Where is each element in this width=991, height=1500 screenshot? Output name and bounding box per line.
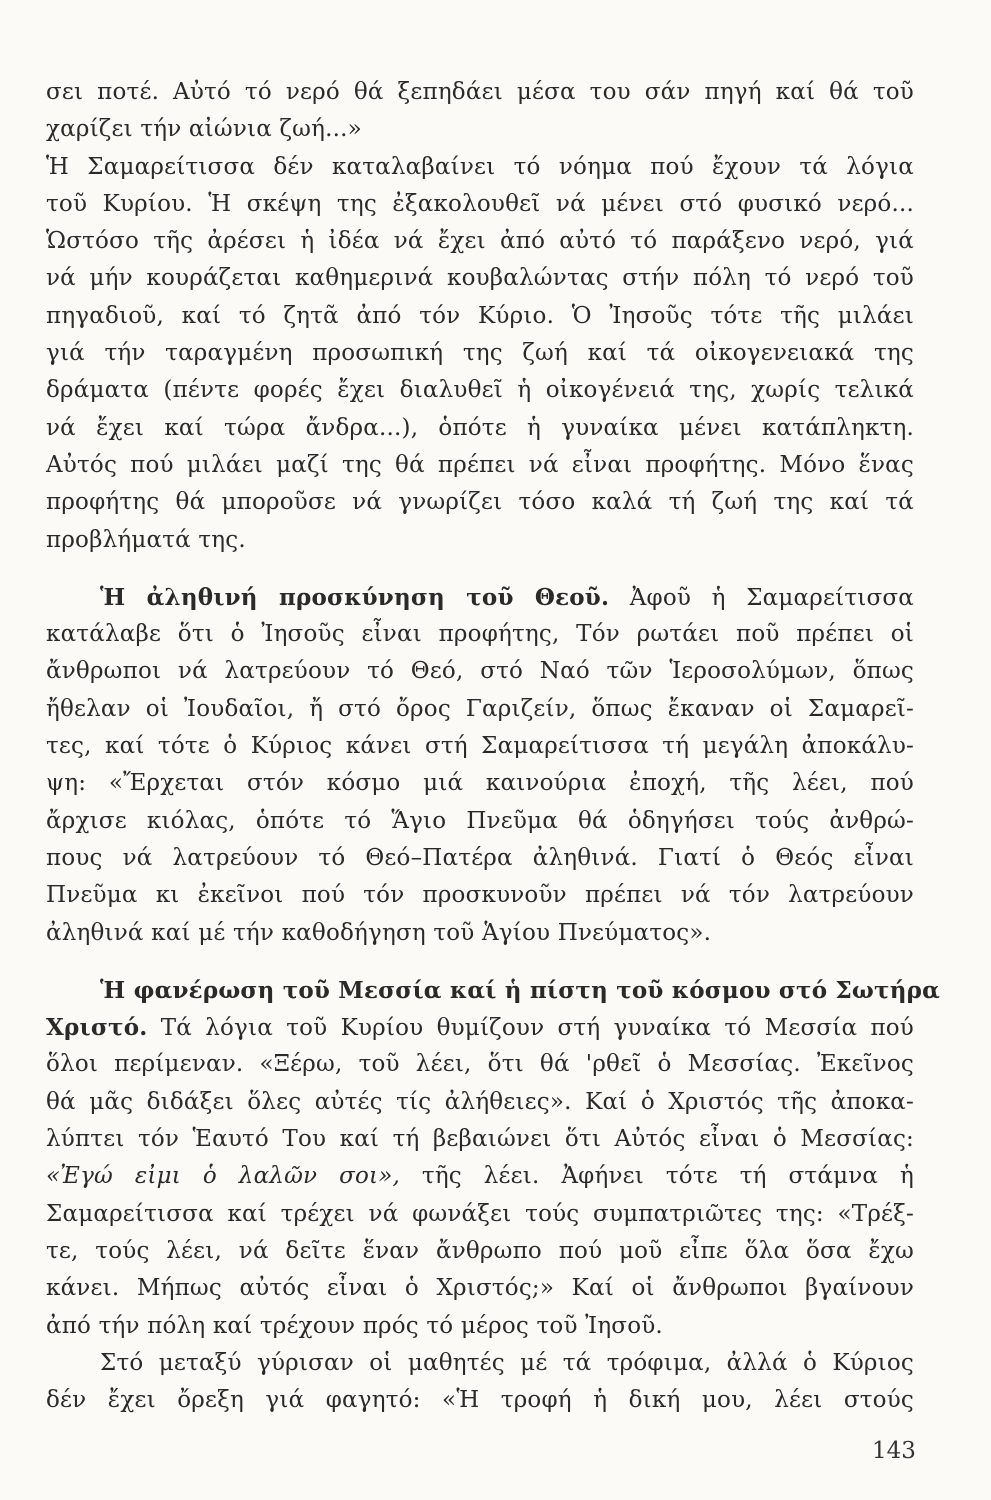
text-line [46, 1121, 914, 1158]
paragraph-gap [46, 952, 914, 972]
text-line [46, 335, 914, 372]
text-run: ἀπό τήν πόλη καί τρέχουν πρός τό μέρος τοῦ Ἰησοῦ. [46, 1312, 663, 1339]
text-line [46, 765, 914, 802]
section-heading: Ἡ φανέρωση τοῦ Μεσσία καί ἡ πίστη τοῦ κόσμου στό Σωτήρα [100, 976, 941, 1004]
text-run: χαρίζει τήν αἰώνια ζωή...» [46, 116, 362, 143]
text-run: ἄρχισε κιόλας, ὁπότε τό Ἅγιο Πνεῦμα θά ὁδηγήσει τούς ἀνθρώ- [46, 807, 914, 834]
text-line [46, 728, 914, 765]
text-run: ἤθελαν οἱ Ἰουδαῖοι, ἤ στό ὄρος Γαριζείν, ὅπως ἔκαναν οἱ Σαμαρεῖ- [46, 695, 914, 722]
text-run: ὅλοι περίμεναν. «Ξέρω, τοῦ λέει, ὅτι θά 'ρθεῖ ὁ Μεσσίας. Ἐκεῖνος [46, 1051, 914, 1078]
section-heading: Χριστό. [46, 1014, 148, 1042]
text-run: τοῦ Κυρίου. Ἡ σκέψη της ἐξακολουθεῖ νά μένει στό φυσικό νερό... [46, 190, 914, 217]
text-line [46, 260, 914, 297]
text-run: θά μᾶς διδάξει ὅλες αὐτές τίς ἀλήθειες». Καί ὁ Χριστός τῆς ἀποκα- [46, 1088, 914, 1115]
page-number: 143 [872, 1438, 916, 1464]
text-run: Ἀφοῦ ἡ Σαμαρείτισσα [609, 584, 914, 611]
text-line [46, 579, 914, 616]
text-line [46, 410, 914, 447]
text-line [46, 522, 914, 559]
text-line [46, 653, 914, 690]
text-run: νά ἔχει καί τώρα ἄνδρα...), ὁπότε ἡ γυναίκα μένει κατάπληκτη. [46, 414, 914, 441]
section-heading: Ἡ ἀληθινή προσκύνηση τοῦ Θεοῦ. [100, 583, 610, 611]
text-line [46, 111, 914, 148]
text-run: ἀληθινά καί μέ τήν καθοδήγηση τοῦ Ἁγίου Πνεύματος». [46, 919, 712, 946]
text-line [46, 1233, 914, 1270]
text-run: σει ποτέ. Αὐτό τό νερό θά ξεπηδάει μέσα του σάν πηγή καί θά τοῦ [46, 79, 914, 105]
text-run: τε, τούς λέει, νά δεῖτε ἕναν ἄνθρωπο πού μοῦ εἶπε ὅλα ὅσα ἔχω [46, 1237, 914, 1264]
text-run: νά μήν κουράζεται καθημερινά κουβαλώντας στήν πόλη τό νερό τοῦ [46, 265, 914, 292]
text-run: Στό μεταξύ γύρισαν οἱ μαθητές μέ τά τρόφιμα, ἀλλά ὁ Κύριος [100, 1349, 914, 1376]
text-line [46, 186, 914, 223]
text-run: Ἡ Σαμαρείτισσα δέν καταλαβαίνει τό νόημα πού ἔχουν τά λόγια [46, 153, 914, 180]
text-run: ἄνθρωποι νά λατρεύουν τό Θεό, στό Ναό τῶν Ἱεροσολύμων, ὅπως [46, 658, 914, 685]
text-line [46, 447, 914, 484]
text-run: πηγαδιοῦ, καί τό ζητᾶ ἀπό τόν Κύριο. Ὁ Ἰησοῦς τότε τῆς μιλάει [46, 302, 914, 329]
text-run: δράματα (πέντε φορές ἔχει διαλυθεῖ ἡ οἰκογένειά της, χωρίς τελικά [46, 377, 914, 404]
page-body [46, 74, 941, 1419]
text-line [46, 1270, 914, 1307]
text-line [46, 484, 914, 521]
text-run: κατάλαβε ὅτι ὁ Ἰησοῦς εἶναι προφήτης, Τόν ρωτάει ποῦ πρέπει οἱ [46, 621, 914, 648]
text-line [46, 74, 914, 111]
text-line [46, 1084, 914, 1121]
text-run: γιά τήν ταραγμένη προσωπική της ζωή καί τά οἰκογενειακά της [46, 340, 914, 367]
text-run: Πνεῦμα κι ἐκεῖνοι πού τόν προσκυνοῦν πρέπει νά τόν λατρεύουν [46, 882, 914, 909]
text-line [46, 298, 914, 335]
text-line [46, 972, 941, 1009]
text-line [46, 1382, 914, 1419]
text-line [46, 223, 914, 260]
text-line [46, 616, 914, 653]
text-run: κάνει. Μήπως αὐτός εἶναι ὁ Χριστός;» Καί οἱ ἄνθρωποι βγαίνουν [46, 1275, 914, 1302]
text-run: τες, καί τότε ὁ Κύριος κάνει στή Σαμαρείτισσα τή μεγάλη ἀποκάλυ- [46, 733, 914, 760]
text-line [46, 1345, 914, 1382]
text-line [46, 149, 914, 186]
text-line [46, 1308, 914, 1345]
text-run: δέν ἔχει ὄρεξη γιά φαγητό: «Ἡ τροφή ἡ δική μου, λέει στούς [46, 1387, 914, 1414]
text-line [46, 915, 914, 952]
text-run: Αὐτός πού μιλάει μαζί της θά πρέπει νά εἶναι προφήτης. Μόνο ἕνας [46, 451, 914, 478]
text-line [46, 1009, 914, 1046]
text-run: ψη: «Ἔρχεται στόν κόσμο μιά καινούρια ἐποχή, τῆς λέει, πού [46, 770, 914, 797]
text-line [46, 840, 914, 877]
text-run: Σαμαρείτισσα καί τρέχει νά φωνάξει τούς συμπατριῶτες της: «Τρέξ- [46, 1200, 914, 1227]
text-line [46, 1196, 914, 1233]
text-line [46, 1158, 914, 1195]
text-line [46, 803, 914, 840]
text-run: Ὡστόσο τῆς ἀρέσει ἡ ἰδέα νά ἔχει ἀπό αὐτό τό παράξενο νερό, γιά [46, 228, 914, 255]
text-line [46, 691, 914, 728]
text-line [46, 877, 914, 914]
text-run: λύπτει τόν Ἑαυτό Του καί τή βεβαιώνει ὅτι Αὐτός εἶναι ὁ Μεσσίας: [46, 1126, 914, 1153]
text-run: προβλήματά της. [46, 526, 246, 553]
text-run: προφήτης θά μποροῦσε νά γνωρίζει τόσο καλά τή ζωή της καί τά [46, 489, 914, 516]
paragraph-gap [46, 559, 914, 579]
text-run: Τά λόγια τοῦ Κυρίου θυμίζουν στή γυναίκα τό Μεσσία πού [147, 1015, 914, 1042]
italic-quote: «Ἐγώ εἰμι ὁ λαλῶν σοι», [46, 1163, 401, 1190]
text-line [46, 1046, 914, 1083]
text-run: τῆς λέει. Ἀφήνει τότε τή στάμνα ἡ [400, 1163, 914, 1190]
text-run: πους νά λατρεύουν τό Θεό–Πατέρα ἀληθινά. Γιατί ὁ Θεός εἶναι [46, 844, 914, 871]
text-line [46, 372, 914, 409]
